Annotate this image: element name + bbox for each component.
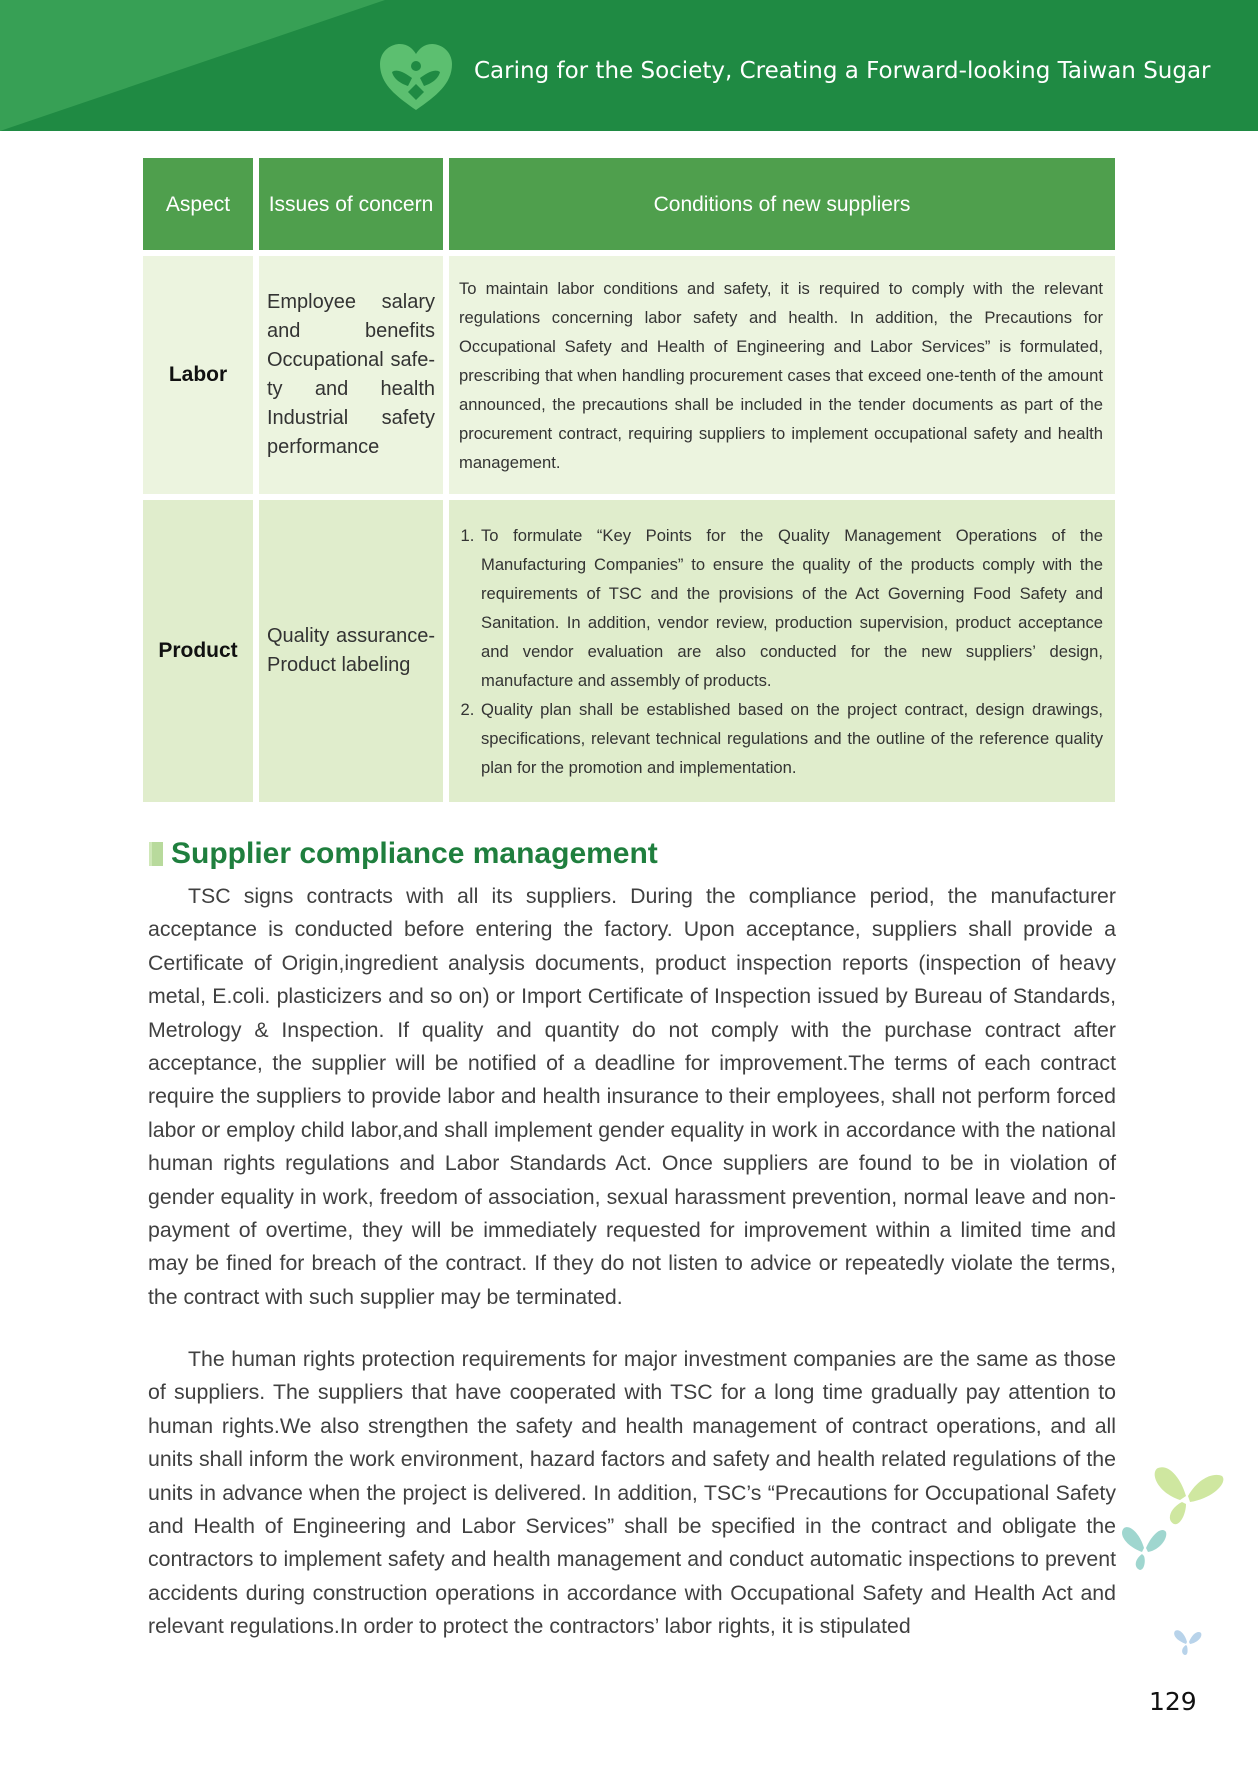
supplier-conditions-table (137, 152, 1121, 808)
table-row-labor (143, 256, 1115, 494)
aspect-cell: Product (143, 500, 253, 802)
conditions-cell (449, 500, 1115, 802)
header-banner (0, 0, 1258, 131)
table-row-product (143, 500, 1115, 802)
banner-accent (0, 0, 385, 131)
col-header-issues: Issues of concern (259, 158, 443, 250)
list-item: 2. Quality plan shall be established based on the project contract, design drawings, specifications, relevant technical regulations and the outline of the reference quality plan for the promotion and implementation. (479, 695, 1103, 782)
section-title: Supplier compliance management (171, 837, 658, 870)
butterfly-icon (1150, 1462, 1226, 1528)
issues-cell: Employee salary and benefits Occupational safe-ty and health Industrial safety performance (259, 256, 443, 494)
col-header-conditions: Conditions of new suppliers (449, 158, 1115, 250)
conditions-cell: To maintain labor conditions and safety, it is required to comply with the relevant regulations concerning labor safety and health. In addition, the Precautions for Occupational Safety and Health of Engineering and Labor Services” is formulated, prescribing that when handling procurement cases that exceed one-tenth of the amount announced, the precautions shall be included in the tender documents as part of the procurement contract, requiring suppliers to implement occupational safety and health management. (449, 256, 1115, 494)
aspect-cell: Labor (143, 256, 253, 494)
section-marker-icon (149, 842, 163, 866)
col-header-aspect: Aspect (143, 158, 253, 250)
butterfly-icon (1173, 1628, 1203, 1656)
header-title: Caring for the Society, Creating a Forward-looking Taiwan Sugar (474, 58, 1211, 84)
table-header-row (143, 158, 1115, 250)
page-number: 129 (1149, 1687, 1197, 1716)
conditions-list (459, 521, 1103, 782)
section-heading (149, 837, 658, 871)
butterfly-icon (1120, 1522, 1168, 1572)
body-paragraph: The human rights protection requirements for major investment companies are the same as those of suppliers. The suppliers that have cooperated with TSC for a long time gradually pay attention to human rights.We also strengthen the safety and health management of contract operations, and all units shall inform the work environment, hazard factors and safety and health related regulations of the units in advance when the project is delivered. In addition, TSC’s “Precautions for Occupational Safety and Health of Engineering and Labor Services” shall be specified in the contract and obligate the contractors to implement safety and health management and conduct automatic inspections to prevent accidents during construction operations in accordance with Occupational Safety and Health Act and relevant regulations.In order to protect the contractors’ labor rights, it is stipulated (148, 1347, 1116, 1639)
body-paragraph: TSC signs contracts with all its suppliers. During the compliance period, the manufacturer acceptance is conducted before entering the factory. Upon acceptance, suppliers shall provide a Certificate of Origin,ingredient analysis documents, product inspection reports (inspection of heavy metal, E.coli. plasticizers and so on) or Import Certificate of Inspection issued by Bureau of Standards, Metrology & Inspection. If quality and quantity do not comply with the purchase contract after acceptance, the supplier will be notified of a deadline for improvement.The terms of each contract require the suppliers to provide labor and health insurance to their employees, shall not perform forced labor or employ child labor,and shall implement gender equality in work in accordance with the national human rights regulations and Labor Standards Act. Once suppliers are found to be in violation of gender equality in work, freedom of association, sexual harassment prevention, normal leave and non-payment of overtime, they will be immediately requested for improvement within a limited time and may be fined for breach of the contract. If they do not listen to advice or repeatedly violate the terms, the contract with such supplier may be terminated. (148, 884, 1116, 1309)
list-item: 1. To formulate “Key Points for the Quality Management Operations of the Manufacturing Companies” to ensure the quality of the products comply with the requirements of TSC and the provisions of the Act Governing Food Safety and Sanitation. In addition, vendor review, production supervision, product acceptance and vendor evaluation are also conducted for the new suppliers’ design, manufacture and assembly of products. (479, 521, 1103, 695)
heart-hands-icon (378, 44, 454, 112)
issues-cell: Quality assurance-Product labeling (259, 500, 443, 802)
